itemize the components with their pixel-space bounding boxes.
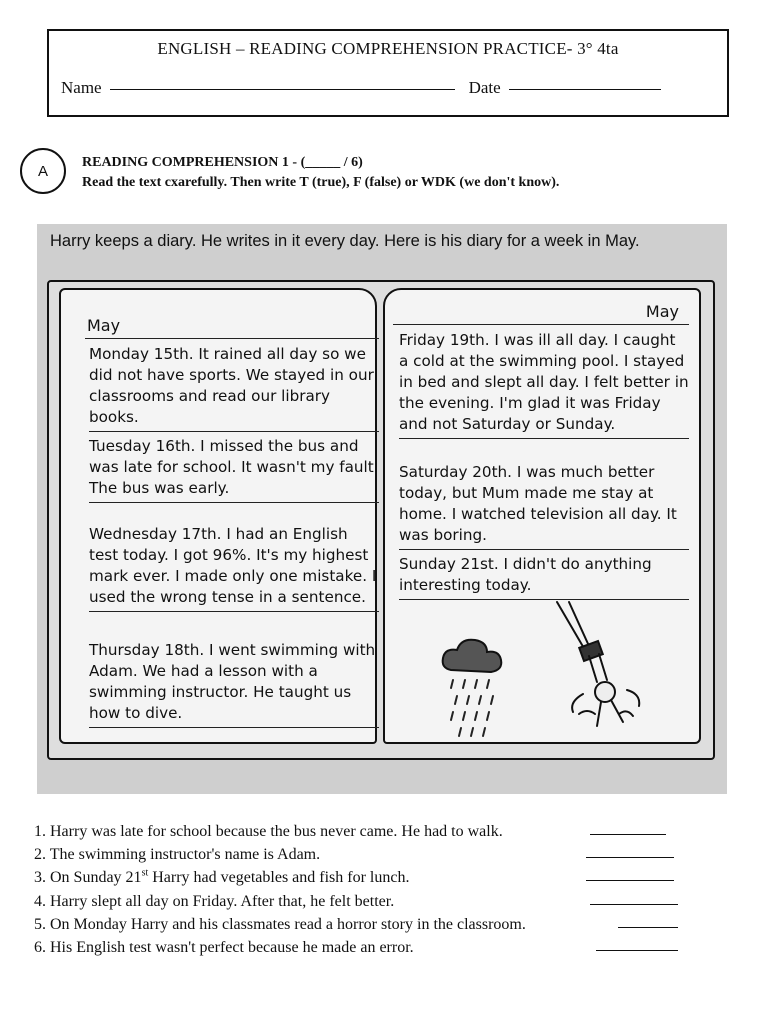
diary-entry-thursday: Thursday 18th. I went swimming with Adam. We had a lesson with a swimming instructor. He taught us how to dive. bbox=[89, 640, 379, 728]
question-number: 4. bbox=[34, 892, 46, 910]
true-false-questions bbox=[34, 820, 694, 959]
diary-entry-monday: Monday 15th. It rained all day so we did not have sports. We stayed in our classrooms and read our library books. bbox=[89, 344, 379, 432]
section-instruction: Read the text cxarefully. Then write T (true), F (false) or WDK (we don't know). bbox=[82, 175, 560, 190]
question-row bbox=[34, 890, 694, 913]
diary-picture bbox=[37, 224, 727, 794]
diary-entry-friday: Friday 19th. I was ill all day. I caught a cold at the swimming pool. I stayed in bed and slept all day. I felt better in the evening. I'm glad it was Friday and not Saturday or Sunday. bbox=[399, 330, 689, 439]
question-number: 6. bbox=[34, 938, 46, 956]
right-page-rule bbox=[393, 324, 689, 325]
answer-blank[interactable] bbox=[618, 927, 678, 928]
diary-book bbox=[47, 280, 715, 760]
diver-icon bbox=[527, 598, 657, 738]
diary-left-page bbox=[59, 288, 377, 744]
ordinal-suffix: st bbox=[141, 868, 149, 880]
section-heading: READING COMPREHENSION 1 - (_____ / 6) bbox=[82, 155, 363, 170]
question-text: Harry was late for school because the bus never came. He had to walk. bbox=[50, 823, 503, 840]
date-label: Date bbox=[468, 78, 501, 97]
left-page-rule bbox=[85, 338, 379, 339]
section-letter-badge: A bbox=[20, 148, 66, 194]
answer-blank[interactable] bbox=[586, 880, 674, 881]
question-row bbox=[34, 866, 694, 889]
diary-entry-tuesday: Tuesday 16th. I missed the bus and was late for school. It wasn't my fault. The bus was early. bbox=[89, 436, 379, 503]
name-label: Name bbox=[61, 78, 102, 97]
question-text: Harry slept all day on Friday. After that, he felt better. bbox=[50, 892, 395, 910]
picture-intro: Harry keeps a diary. He writes in it every day. Here is his diary for a week in May. bbox=[50, 232, 640, 250]
answer-blank[interactable] bbox=[586, 857, 674, 858]
question-row bbox=[34, 936, 694, 959]
question-text: On Monday Harry and his classmates read a horror story in the classroom. bbox=[50, 915, 526, 933]
name-date-row bbox=[61, 78, 661, 98]
worksheet-title: ENGLISH – READING COMPREHENSION PRACTICE- 3° 4ta bbox=[157, 39, 619, 58]
question-number: 3. bbox=[34, 869, 46, 887]
diary-entry-saturday: Saturday 20th. I was much better today, but Mum made me stay at home. I watched television all day. It was boring. bbox=[399, 462, 689, 550]
right-page-month: May bbox=[645, 302, 679, 321]
date-field[interactable] bbox=[509, 89, 661, 90]
question-row bbox=[34, 843, 694, 866]
question-number: 1. bbox=[34, 823, 46, 840]
answer-blank[interactable] bbox=[590, 904, 678, 905]
question-text: His English test wasn't perfect because he made an error. bbox=[50, 938, 414, 956]
question-number: 2. bbox=[34, 846, 46, 864]
question-text-start: On Sunday 21 bbox=[50, 869, 142, 887]
question-row bbox=[34, 820, 694, 843]
question-number: 5. bbox=[34, 915, 46, 933]
diary-entry-wednesday: Wednesday 17th. I had an English test today. I got 96%. It's my highest mark ever. I made only one mistake. I used the wrong tense in a sentence. bbox=[89, 524, 379, 612]
answer-blank[interactable] bbox=[590, 834, 666, 835]
question-row bbox=[34, 913, 694, 936]
diary-entry-sunday: Sunday 21st. I didn't do anything interesting today. bbox=[399, 554, 689, 600]
left-page-month: May bbox=[87, 316, 121, 335]
question-text: The swimming instructor's name is Adam. bbox=[49, 846, 321, 864]
header-box bbox=[47, 29, 729, 117]
name-field[interactable] bbox=[110, 89, 455, 90]
question-text-end: Harry had vegetables and fish for lunch. bbox=[148, 869, 410, 887]
answer-blank[interactable] bbox=[596, 950, 678, 951]
